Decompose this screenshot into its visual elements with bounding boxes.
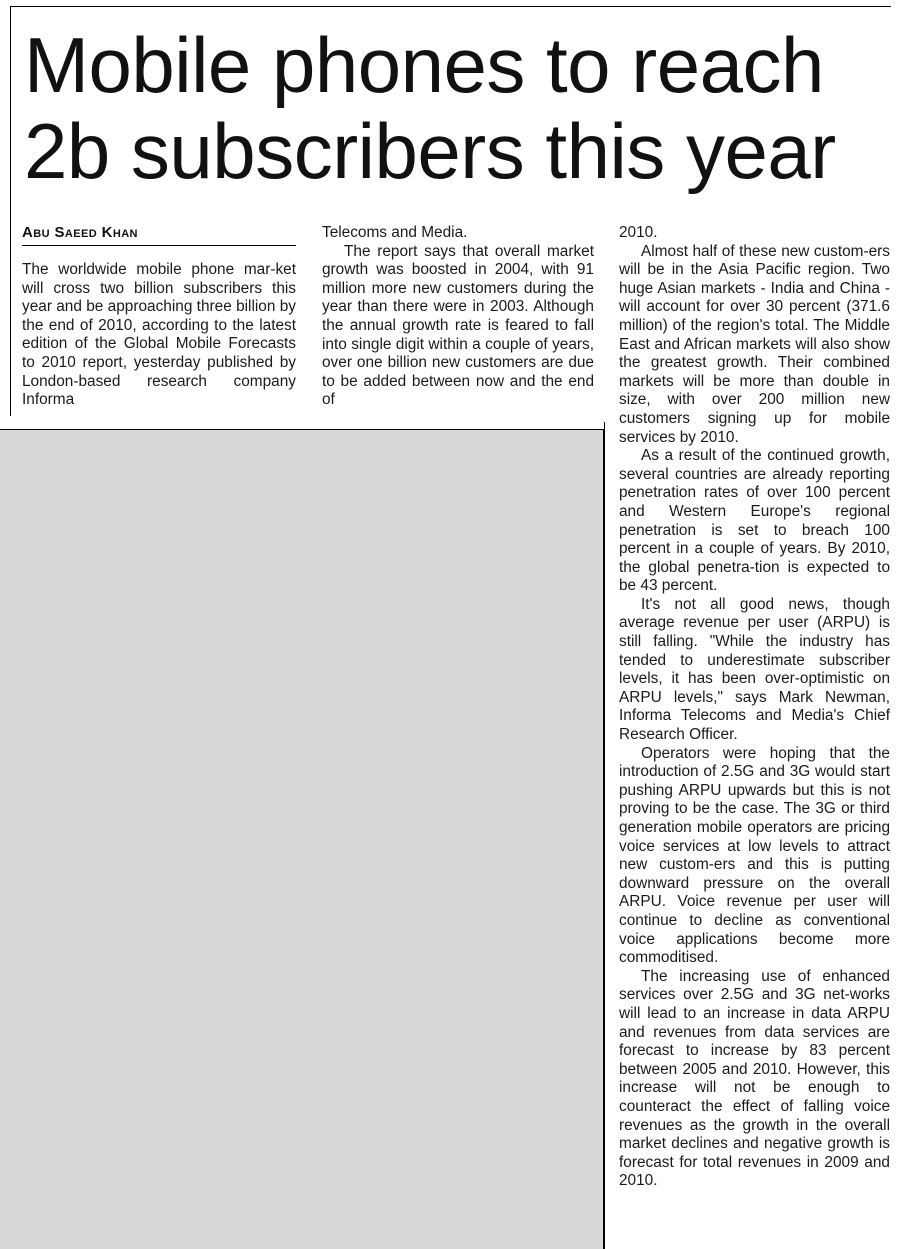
headline: [24, 22, 904, 194]
column-2: [322, 224, 594, 410]
headline-line-2: 2b subscribers this year: [24, 107, 836, 195]
paragraph: As a result of the continued growth, several countries are already reporting penetration rates of over 100 percent and Western Europe's regional penetration is set to breach 100 percent in a couple of years. By 2010, the global penetra-tion is expected to be 43 percent.: [619, 447, 890, 595]
paragraph: It's not all good news, though average revenue per user (ARPU) is still falling. "While the industry has tended to underestimate subscriber levels, it has been over-optimistic on ARPU levels," says Mark Newman, Informa Telecoms and Media's Chief Research Officer.: [619, 595, 890, 744]
paragraph: The worldwide mobile phone mar-ket will cross two billion subscribers this year and be approaching three billion by the end of 2010, according to the latest edition of the Global Mobile Forecasts to 2010 report, yesterday published by London-based research company Informa: [22, 261, 296, 409]
paragraph: Operators were hoping that the introduction of 2.5G and 3G would start pushing ARPU upwards but this is not proving to be the case. The 3G or third generation mobile operators are pricing voice services at low levels to attract new custom-ers and this is putting downward pressure on the overall ARPU. Voice revenue per user will continue to decline as conventional voice applications become more commoditised.: [619, 744, 890, 967]
headline-line-1: Mobile phones to reach: [24, 21, 824, 109]
paragraph: The increasing use of enhanced services over 2.5G and 3G net-works will lead to an increase in data ARPU and revenues from data services are forecast to increase by 83 percent between 2005 and 2010. However, this increase will not be enough to counteract the effect of falling voice revenues as the growth in the overall market declines and negative growth is forecast for total revenues in 2009 and 2010.: [619, 967, 890, 1190]
paragraph: Telecoms and Media.: [322, 224, 468, 241]
paragraph: Almost half of these new custom-ers will be in the Asia Pacific region. Two huge Asian markets - India and China - will account for over 30 percent (371.6 million) of the region's total. The Middle East and African markets will also show the greatest growth. Their combined markets will be more than double in size, with over 200 million new customers signing up for mobile services by 2010.: [619, 242, 890, 446]
left-rule: [10, 6, 11, 416]
column-divider-right: [604, 422, 605, 1249]
paragraph: The report says that overall market growth was boosted in 2004, with 91 million more new customers during the year than there were in 2003. Although the annual growth rate is feared to fall into single digit within a couple of years, over one billion new customers are due to be added between now and the end of: [322, 242, 594, 409]
column-3: [619, 224, 890, 1191]
photo-placeholder: [0, 429, 604, 1249]
column-1: [22, 261, 296, 410]
byline: Abu Saeed Khan: [22, 224, 296, 246]
paragraph: 2010.: [619, 224, 658, 241]
top-rule: [10, 6, 891, 7]
